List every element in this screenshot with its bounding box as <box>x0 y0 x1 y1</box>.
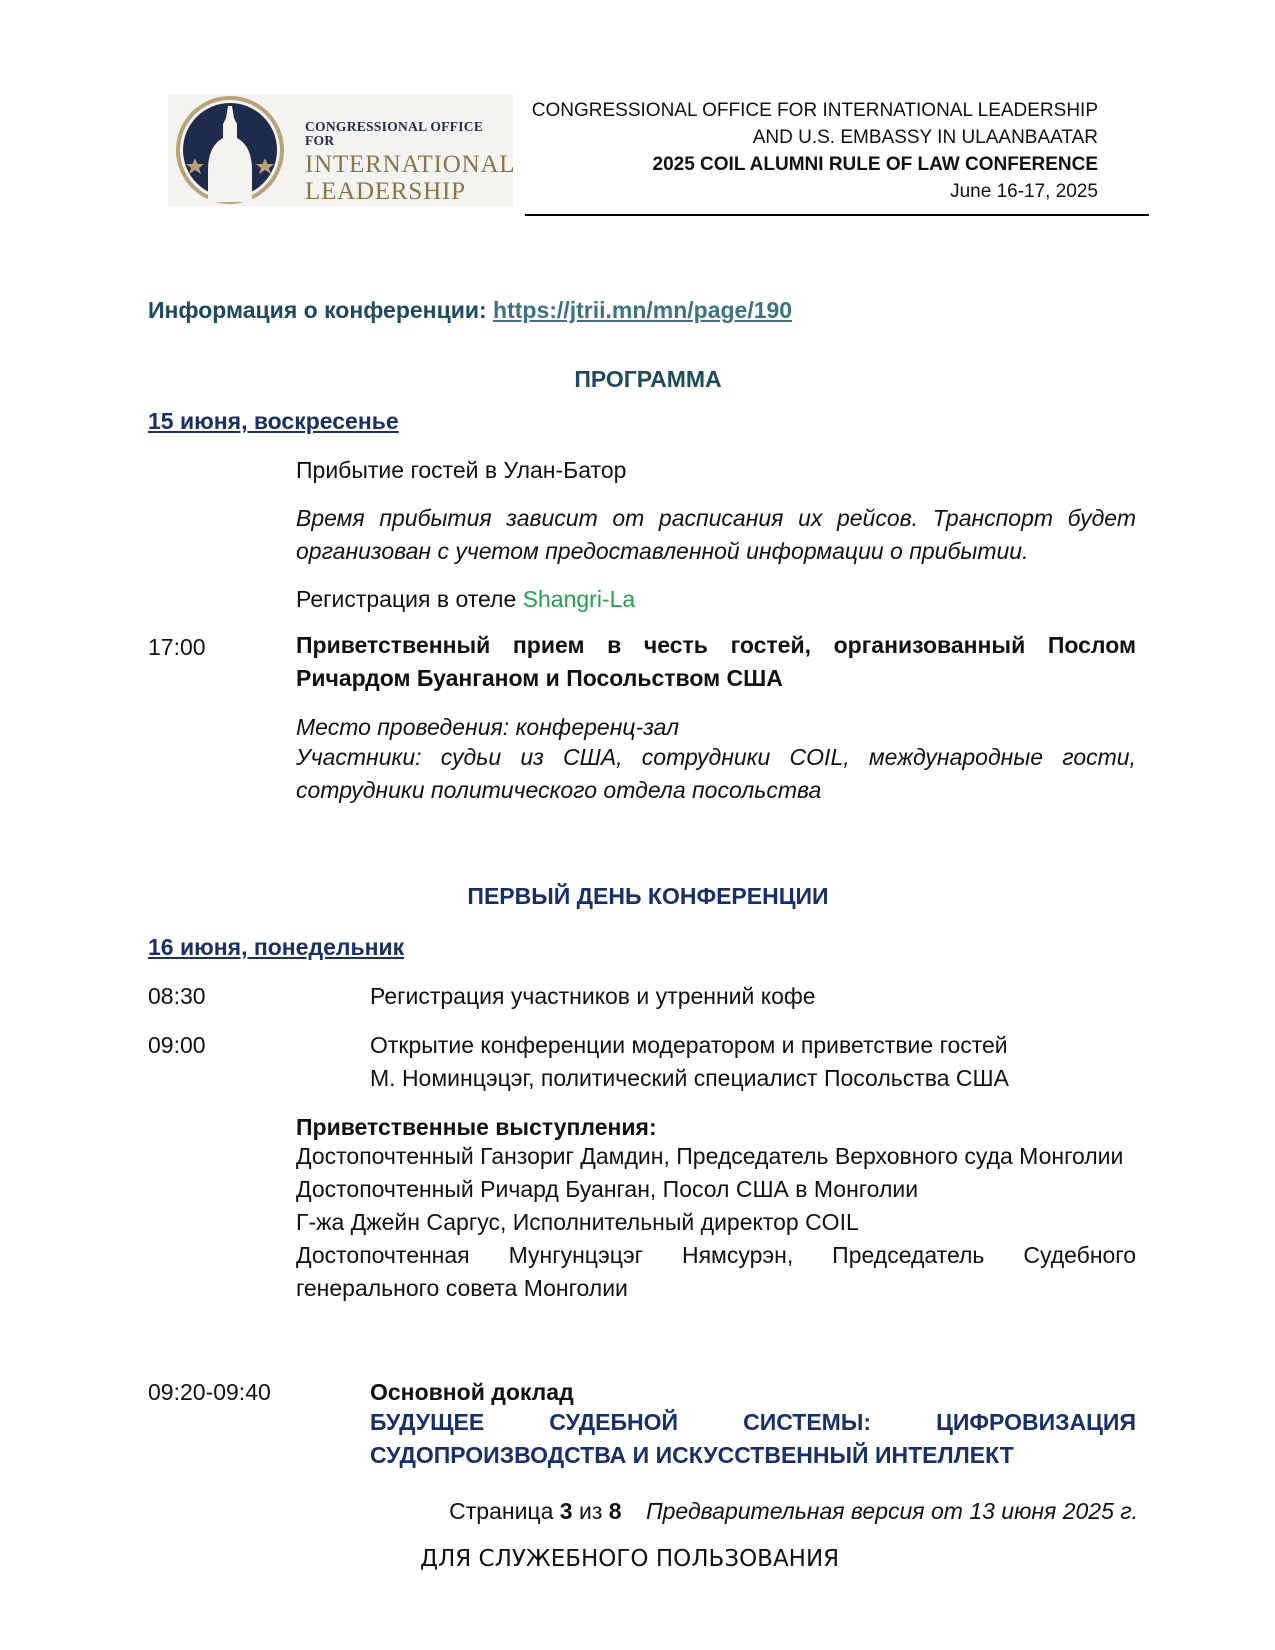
reception-participants: Участники: судьи из США, сотрудники COIL, международные гости, сотрудники политического отдела посольства <box>296 744 1136 803</box>
day0-arrival: Прибытие гостей в Улан-Батор <box>296 457 627 483</box>
day1-title: ПЕРВЫЙ ДЕНЬ КОНФЕРЕНЦИИ <box>467 883 829 909</box>
welcome-speakers <box>296 1140 1136 1305</box>
page-word: Страница <box>449 1498 554 1524</box>
agenda-time: 09:00 <box>148 1032 206 1058</box>
agenda-time: 08:30 <box>148 983 206 1009</box>
program-title: ПРОГРАММА <box>574 366 722 392</box>
page-total: 8 <box>608 1498 622 1524</box>
header-rule <box>525 214 1149 216</box>
conference-info-label: Информация о конференции: <box>148 297 487 323</box>
header-dates: June 16-17, 2025 <box>950 181 1098 202</box>
header-line-1: CONGRESSIONAL OFFICE FOR INTERNATIONAL LEADERSHIP <box>531 100 1098 121</box>
capitol-dome-emblem <box>168 94 298 206</box>
reception-title: Приветственный прием в честь гостей, организованный Послом Ричардом Буанганом и Посольством США <box>296 632 1136 691</box>
day0-arrival-note: Время прибытия зависит от расписания их рейсов. Транспорт будет организован с учетом предоставленной информации о прибытии. <box>296 505 1136 564</box>
page-footer <box>449 1498 1138 1525</box>
registration-prefix: Регистрация в отеле <box>296 586 517 612</box>
document-header <box>532 97 1098 205</box>
reception-venue: Место проведения: конференц-зал <box>296 714 680 740</box>
conference-info <box>148 297 792 324</box>
classification-marking: ДЛЯ СЛУЖЕБНОГО ПОЛЬЗОВАНИЯ <box>420 1546 840 1572</box>
registration-hotel: Shangri-La <box>522 586 636 612</box>
speaker-item: Достопочтенный Ганзориг Дамдин, Председатель Верховного суда Монголии <box>296 1143 1124 1169</box>
keynote-title: БУДУЩЕЕ СУДЕБНОЙ СИСТЕМЫ: ЦИФРОВИЗАЦИЯ СУДОПРОИЗВОДСТВА И ИСКУССТВЕННЫЙ ИНТЕЛЛЕКТ <box>370 1409 1136 1468</box>
speaker-item: Достопочтенная Мунгунцэцэг Нямсурэн, Председатель Судебного генерального совета Монголии <box>296 1242 1136 1301</box>
page-current: 3 <box>559 1498 573 1524</box>
header-conference-title: 2025 COIL ALUMNI RULE OF LAW CONFERENCE <box>652 154 1098 175</box>
header-line-2: AND U.S. EMBASSY IN ULAANBAATAR <box>752 127 1098 148</box>
speaker-item: Г-жа Джейн Саргус, Исполнительный директор COIL <box>296 1209 859 1235</box>
agenda-item-text: Регистрация участников и утренний кофе <box>370 983 816 1009</box>
logo-wordmark: CONGRESSIONAL OFFICE FOR INTERNATIONAL LEADERSHIP <box>305 119 516 205</box>
keynote-time: 09:20-09:40 <box>148 1379 271 1405</box>
welcome-heading: Приветственные выступления: <box>296 1114 657 1140</box>
coil-logo <box>168 94 516 206</box>
keynote-label: Основной доклад <box>370 1379 574 1405</box>
page-of: из <box>578 1498 603 1524</box>
day0-date: 15 июня, воскресенье <box>148 408 399 434</box>
agenda-item-text: Открытие конференции модератором и приветствие гостей <box>370 1032 1008 1058</box>
conference-info-link[interactable]: https://jtrii.mn/mn/page/190 <box>493 297 793 323</box>
agenda-item-subtext: М. Номинцэцэг, политический специалист Посольства США <box>370 1065 1009 1091</box>
day1-date: 16 июня, понедельник <box>148 934 405 960</box>
speaker-item: Достопочтенный Ричард Буанган, Посол США в Монголии <box>296 1176 919 1202</box>
draft-note: Предварительная версия от 13 июня 2025 г. <box>645 1498 1138 1524</box>
day0-registration <box>296 586 635 613</box>
reception-time: 17:00 <box>148 634 206 660</box>
